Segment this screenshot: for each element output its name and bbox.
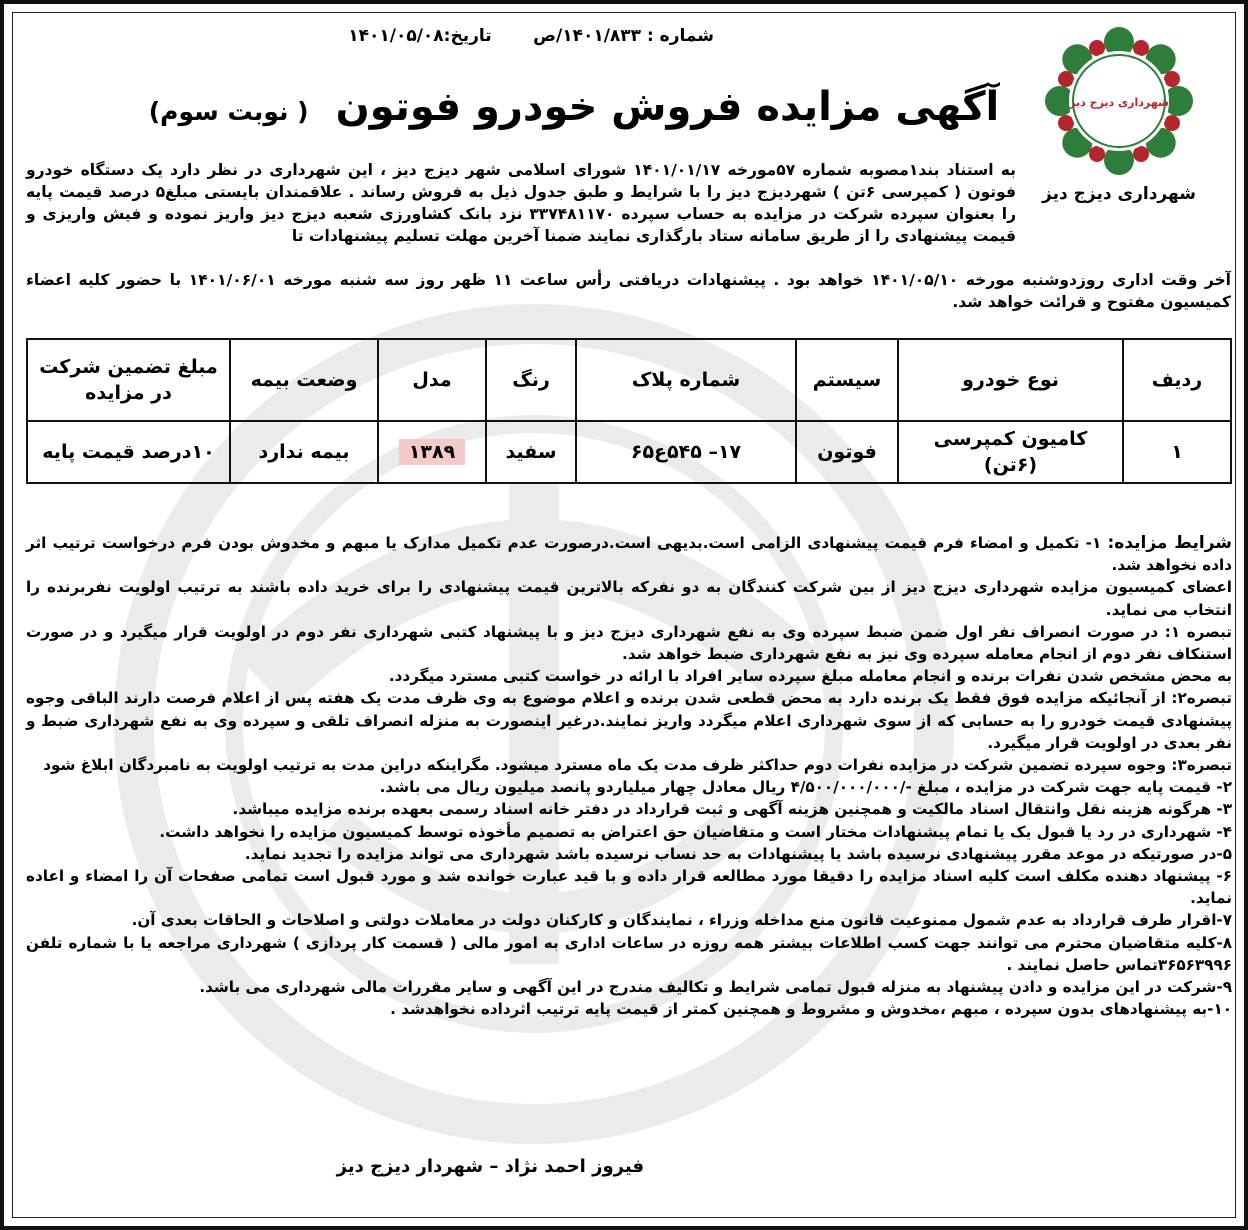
title-main: آگهی مزایده فروش خودرو فوتون: [335, 84, 1000, 130]
col-header-model: مدل: [378, 339, 486, 421]
col-header-index: ردیف: [1123, 339, 1231, 421]
cell-guarantee: ۱۰درصد قیمت پایه: [27, 421, 230, 483]
condition-item: ۵-در صورتیکه در موعد مقرر پیشنهادی نرسیده باشد یا پیشنهادات به حد نساب نرسیده باشد شهرداری می تواند مزایده را تجدید نماید.: [244, 844, 1232, 863]
condition-first-text: ۱- تکمیل و امضاء فرم قیمت پیشنهادی الزامی است.بدیهی است.درصورت عدم تکمیل مدارک یا مبهم و مخدوش بودن فرم درخواست ترتیب اثر داده نخواهد شد.: [26, 534, 1232, 575]
municipality-logo-icon: [1044, 26, 1194, 176]
condition-item: ۱۰-به پیشنهادهای بدون سپرده ، مبهم ،مخدوش و مشروط و همچنین کمتر از قیمت پایه ترتیب اثرداده نخواهدشد .: [390, 1000, 1232, 1019]
intro-paragraph: به استناد بند۱مصوبه شماره ۵۷مورخه ۱۴۰۱/۰۱/۱۷ شورای اسلامی شهر دیزج دیز ، این شهرداری در نظر دارد یک دستگاه خودرو فوتون ( کمپرسی ۶تن ) شهردیزج دیز را با شرایط و طبق جدول ذیل به فروش رساند . علاقمندان بایستی مبلغ۵ درصد قیمت پایه را بعنوان سپرده شرکت در مزایده به حساب سپرده ۳۳۷۴۸۱۱۷۰ نزد بانک کشاورزی شعبه دیزج دیز واریز نموده و فیش واریزی و قیمت پیشنهادی را از طریق سامانه ستاد بارگذاری نمایند ضمنا آخرین مهلت تسلیم پیشنهادات تا: [26, 161, 1016, 245]
condition-item: ۸-کلیه متقاضیان محترم می توانند جهت کسب اطلاعات بیشتر همه روزه در ساعات اداری به امور مالی ( قسمت کار پردازی ) شهرداری مراجعه یا با شماره تلفن ۳۶۵۶۳۹۹۶تماس حاصل نمایند .: [26, 933, 1232, 974]
conditions-label: شرایط مزایده:: [1107, 533, 1233, 553]
logo-inner-text: شهرداری دیزج دیز: [1069, 96, 1169, 109]
vehicle-table: [26, 338, 1232, 484]
cell-plate: ۱۷– ۵۴۵ع۶۵: [576, 421, 796, 483]
col-header-guarantee: مبلغ تضمین شرکت در مزایده: [27, 339, 230, 421]
cell-color: سفید: [486, 421, 576, 483]
mayor-signature: فیروز احمد نژاد – شهردار دیزج دیز: [336, 1156, 644, 1177]
condition-item: ۳- هرگونه هزینه نقل وانتقال اسناد مالکیت و همچنین هزینه آگهی و ثبت قرارداد در دفتر خانه اسناد رسمی بعهده برنده مزایده میباشد.: [232, 800, 1232, 819]
date-label: تاریخ:: [443, 26, 492, 46]
col-header-system: سیستم: [796, 339, 898, 421]
col-header-insurance: وضعت بیمه: [230, 339, 378, 421]
notice-title: [124, 84, 1024, 130]
condition-item: ۷-اقرار طرف قرارداد به عدم شمول ممنوعیت قانون منع مداخله وزراء ، نمایندگان و کارکنان دولت در معاملات دولتی و اصلاحات و الحاقات بعدی آن.: [131, 911, 1232, 930]
cell-model-value: ۱۳۸۹: [399, 439, 465, 465]
condition-item: تبصره۲: از آنجائیکه مزایده فوق فقط یک برنده دارد به محض قطعی شدن برنده و اعلام موضوع به وی ظرف مدت یک هفته پس از اعلام فرصت دارند الباقی وجوه پیشنهادی قیمت خودرو را به حسابی که از سوی شهرداری اعلام میگردد واریز نمایند.درغیر اینصورت به منزله انصراف تلقی و سپرده وی به نفع شهرداری ضبط و نفر بعدی در اولویت قرار میگیرد.: [26, 689, 1232, 752]
cell-system: فوتون: [796, 421, 898, 483]
condition-first: [26, 532, 1232, 576]
municipality-logo-block: [1024, 26, 1214, 204]
col-header-plate: شماره پلاک: [576, 339, 796, 421]
condition-item: تبصره ۱: در صورت انصراف نفر اول ضمن ضبط سپرده وی به نفع شهرداری دیزج دیز و با پیشنهاد کتبی شهرداری نفر دوم در اولویت قرار میگیرد و در صورت استنکاف نفر دوم از انجام معامله سپرده وی نیز به نفع شهرداری ضبط خواهد شد.: [26, 622, 1232, 664]
cell-index: ۱: [1123, 421, 1231, 483]
table-row: [27, 421, 1231, 483]
condition-item: به محض مشخص شدن نفرات برنده و انجام معامله مبلغ سپرده سایر افراد با ارائه در خواست کتبی مسترد میگردد.: [388, 667, 1232, 686]
col-header-color: رنگ: [486, 339, 576, 421]
date-value: ۱۴۰۱/۰۵/۰۸: [348, 26, 444, 46]
logo-caption: شهرداری دیزج دیز: [1042, 184, 1196, 204]
condition-item: ۶- پیشنهاد دهنده مکلف است کلیه اسناد مزایده را دقیقا مورد مطالعه قرار داده و با قید عبارت خوانده شد و مورد قبول است تمامی صفحات آن را امضاء و اعاده نماید.: [26, 867, 1232, 908]
cell-vehicle: کامیون کمپرسی (۶تن): [898, 421, 1123, 483]
intro-paragraph-tail: آخر وقت اداری روزدوشنبه مورخه ۱۴۰۱/۰۵/۱۰ خواهد بود . پیشنهادات دریافتی رأس ساعت ۱۱ ظهر روز سه شنبه مورخه ۱۴۰۱/۰۶/۰۱ با حضور کلیه اعضاء کمیسیون مفتوح و قرائت خواهد شد.: [26, 271, 1231, 311]
condition-item: اعضای کمیسیون مزایده شهرداری دیزج دیز از بین شرکت کنندگان به دو نفرکه بالاترین قیمت پیشنهادی را برای خرید داده باشند به ترتیب اولویت نفربرنده را انتخاب می نماید.: [26, 578, 1232, 619]
number-value: ۱۴۰۱/۸۳۳/ص: [533, 26, 642, 46]
condition-item: ۲- قیمت پایه جهت شرکت در مزایده ، مبلغ -/۴/۵۰۰/۰۰۰/۰۰۰ ریال معادل چهار میلیاردو پانصد میلیون ریال می باشد.: [379, 778, 1232, 797]
title-sub: ( نوبت سوم): [148, 97, 309, 126]
table-header-row: [27, 339, 1231, 421]
condition-item: ۴- شهرداری در رد یا قبول یک یا تمام پیشنهادات مختار است و متقاضیان حق اعتراض به تصمیم مأخوذه توسط کمیسیون مزایده را نخواهد داشت.: [159, 822, 1232, 841]
cell-insurance: بیمه ندارد: [230, 421, 378, 483]
cell-model: [378, 421, 486, 483]
auction-conditions: [26, 532, 1232, 1020]
condition-item: ۹-شرکت در این مزایده و دادن پیشنهاد به منزله قبول تمامی شرایط و تکالیف مندرج در این آگهی و سایر مقررات مالی شهرداری می باشد.: [199, 978, 1232, 997]
col-header-vehicle: نوع خودرو: [898, 339, 1123, 421]
condition-item: تبصره۳: وجوه سپرده تضمین شرکت در مزایده نفرات دوم حداکثر ظرف مدت یک ماه مسترد میشود. مگراینکه دراین مدت به ترتیب اولویت به نامبردگان ابلاغ شود: [43, 756, 1232, 775]
number-label: شماره :: [646, 26, 714, 46]
reference-line: [334, 26, 714, 46]
